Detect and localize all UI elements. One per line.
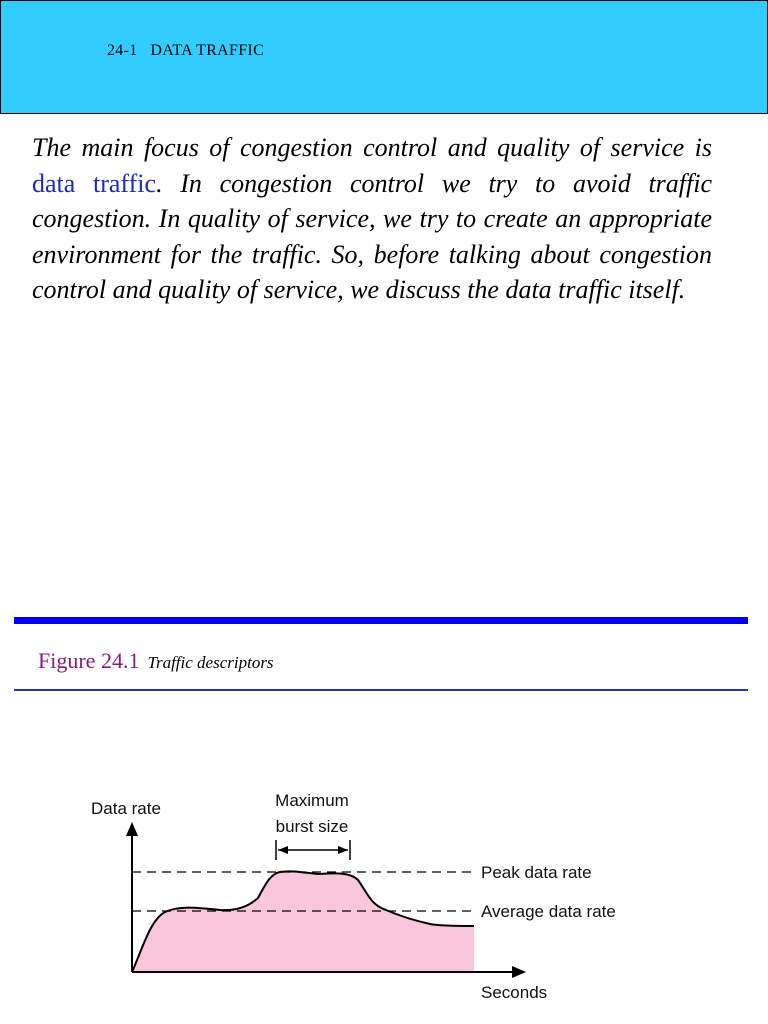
y-axis-label: Data rate: [91, 799, 161, 818]
figure-description: Traffic descriptors: [147, 653, 274, 672]
body-paragraph: [32, 130, 712, 308]
body-text-after: . In congestion control we try to avoid traffic congestion. In quality of service, we try to create an appropriate environment for the traffic. So, before talking about congestion control and quality of service, we discuss the data traffic itself.: [32, 168, 713, 305]
burst-arrow-left: [278, 846, 288, 854]
section-title: 24-1 DATA TRAFFIC: [107, 42, 265, 59]
burst-label-line1: Maximum: [275, 791, 349, 810]
x-axis-label: Seconds: [481, 983, 548, 1002]
burst-arrow-right: [338, 846, 348, 854]
y-axis-arrow: [126, 822, 138, 836]
peak-rate-label: Peak data rate: [481, 863, 592, 882]
divider-thin: [14, 689, 748, 691]
x-axis-arrow: [512, 966, 526, 978]
body-text-before: The main focus of congestion control and quality of service is: [32, 133, 712, 162]
traffic-descriptor-diagram: [0, 760, 768, 1024]
burst-label-line2: burst size: [275, 817, 349, 836]
slide-header: [0, 0, 768, 114]
figure-label: Figure 24.1: [38, 648, 140, 673]
figure-caption: [38, 648, 274, 674]
average-rate-label: Average data rate: [481, 902, 616, 921]
data-traffic-highlight: data traffic: [32, 168, 157, 198]
divider-thick: [14, 617, 748, 624]
